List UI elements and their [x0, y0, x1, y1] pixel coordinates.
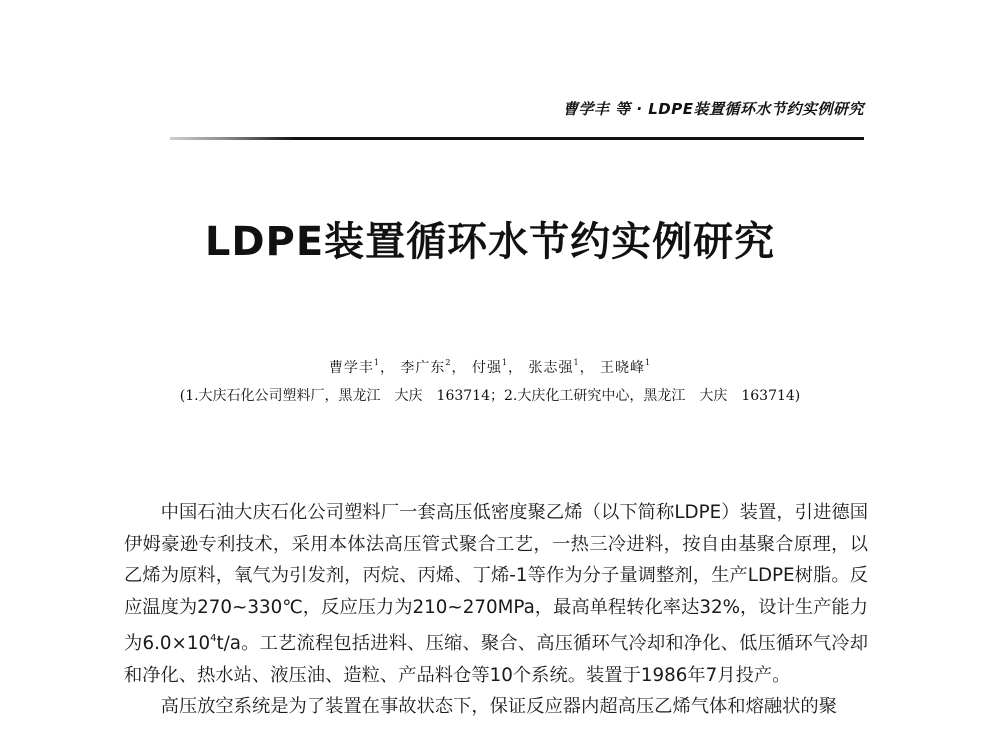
body-text: [124, 497, 868, 723]
article-title: LDPE装置循环水节约实例研究: [204, 219, 776, 265]
affiliations: (1.大庆石化公司塑料厂，黑龙江 大庆 163714；2.大庆化工研究中心，黑龙江 大庆 163714): [179, 388, 801, 404]
author-list: 曹学丰$^1$， 李广东$^2$， 付强$^1$， 张志强$^1$， 王晓峰$^1$: [328, 358, 652, 376]
author: 张志强: [528, 360, 574, 376]
header-rule: [170, 137, 864, 140]
author: 付强: [471, 360, 502, 376]
author: 曹学丰: [328, 360, 374, 376]
paragraph: [124, 497, 868, 691]
paragraph-text: t/a。工艺流程包括进料、压缩、聚合、高压循环气冷却和净化、低压循环气冷却和净化、热水站、液压油、造粒、产品料仓等10个系统。装置于1986年7月投产。: [124, 633, 869, 686]
author-affil-mark: 2: [445, 358, 452, 367]
superscript: 4: [210, 633, 217, 644]
author-affil-mark: 1: [573, 358, 580, 367]
running-head: 曹学丰 等 · LDPE装置循环水节约实例研究: [562, 100, 864, 118]
paragraph-text: 中国石油大庆石化公司塑料厂一套高压低密度聚乙烯（以下简称LDPE）装置，引进德国伊姆豪逊专利技术，采用本体法高压管式聚合工艺，一热三冷进料，按自由基聚合原理，以乙烯为原料，氧气为引发剂，丙烷、丙烯、丁烯-1等作为分子量调整剂，生产LDPE树脂。反应温度为270~330℃，反应压力为210~270MPa，最高单程转化率达32%，设计生产能力为6.0×10: [124, 502, 868, 654]
author: 王晓峰: [600, 360, 646, 376]
author-affil-mark: 1: [501, 358, 509, 367]
author-affil-mark: 1: [645, 358, 652, 367]
author-affil-mark: 1: [373, 358, 380, 367]
paragraph: 高压放空系统是为了装置在事故状态下，保证反应器内超高压乙烯气体和熔融状的聚: [160, 696, 837, 717]
author: 李广东: [400, 360, 446, 376]
